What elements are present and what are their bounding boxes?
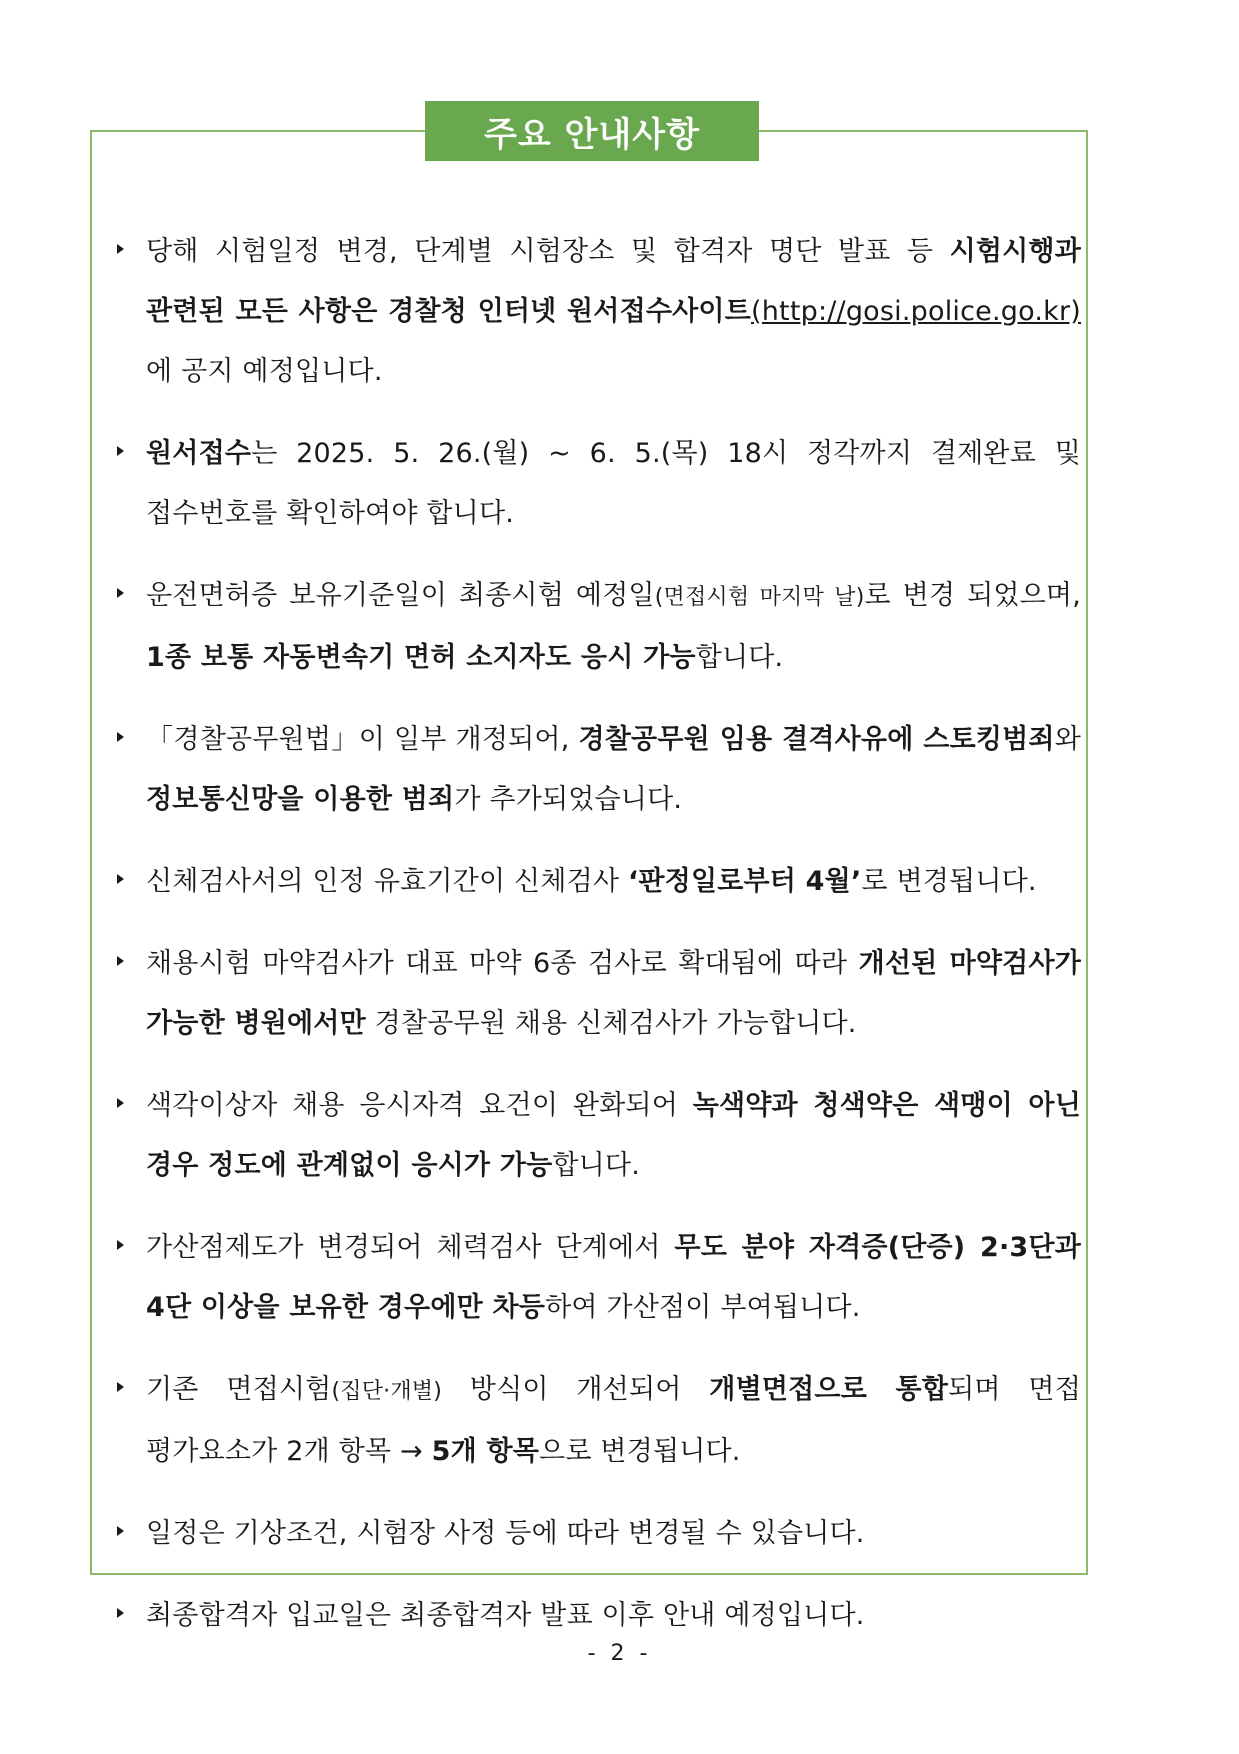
bullet-triangle-icon xyxy=(117,1608,124,1618)
notice-text: 운전면허증 보유기준일이 최종시험 예정일(면접시험 마지막 날)로 변경 되었으며, 1종 보통 자동변속기 면허 소지자도 응시 가능합니다. xyxy=(146,580,1081,673)
notice-text: 일정은 기상조건, 시험장 사정 등에 따라 변경될 수 있습니다. xyxy=(146,1518,865,1549)
notice-item xyxy=(115,1586,1081,1646)
bullet-triangle-icon xyxy=(117,732,124,742)
bullet-triangle-icon xyxy=(117,244,124,254)
bullet-triangle-icon xyxy=(117,446,124,456)
notice-item xyxy=(115,1504,1081,1564)
site-link[interactable]: (http://gosi.police.go.kr) xyxy=(751,296,1081,327)
notice-text: 원서접수는 2025. 5. 26.(월) ~ 6. 5.(목) 18시 정각까지 결제완료 및 접수번호를 확인하여야 합니다. xyxy=(146,438,1081,529)
bullet-triangle-icon xyxy=(117,1526,124,1536)
notice-list xyxy=(115,222,1081,1668)
notice-text: 「경찰공무원법」이 일부 개정되어, 경찰공무원 임용 결격사유에 스토킹범죄와 정보통신망을 이용한 범죄가 추가되었습니다. xyxy=(146,724,1081,815)
notice-text: 색각이상자 채용 응시자격 요건이 완화되어 녹색약과 청색약은 색맹이 아닌 경우 정도에 관계없이 응시가 가능합니다. xyxy=(146,1090,1081,1181)
section-title: 주요 안내사항 xyxy=(425,101,759,161)
notice-item xyxy=(115,934,1081,1054)
notice-item xyxy=(115,566,1081,688)
notice-item xyxy=(115,222,1081,402)
bullet-triangle-icon xyxy=(117,956,124,966)
notice-item xyxy=(115,424,1081,544)
notice-text: 기존 면접시험(집단·개별) 방식이 개선되어 개별면접으로 통합되며 면접 평가요소가 2개 항목 → 5개 항목으로 변경됩니다. xyxy=(146,1374,1081,1467)
notice-item xyxy=(115,1076,1081,1196)
bullet-triangle-icon xyxy=(117,1382,124,1392)
bullet-triangle-icon xyxy=(117,588,124,598)
page-number: - 2 - xyxy=(587,1641,652,1666)
bullet-triangle-icon xyxy=(117,1240,124,1250)
notice-text: 채용시험 마약검사가 대표 마약 6종 검사로 확대됨에 따라 개선된 마약검사가 가능한 병원에서만 경찰공무원 채용 신체검사가 가능합니다. xyxy=(146,948,1082,1039)
notice-text: 당해 시험일정 변경, 단계별 시험장소 및 합격자 명단 발표 등 시험시행과 관련된 모든 사항은 경찰청 인터넷 원서접수사이트(http://gosi.police.go.kr)에 공지 예정입니다. xyxy=(146,236,1081,387)
notice-item xyxy=(115,710,1081,830)
notice-text: 가산점제도가 변경되어 체력검사 단계에서 무도 분야 자격증(단증) 2·3단과 4단 이상을 보유한 경우에만 차등하여 가산점이 부여됩니다. xyxy=(146,1232,1081,1323)
notice-item xyxy=(115,1360,1081,1482)
notice-item xyxy=(115,852,1081,912)
notice-item xyxy=(115,1218,1081,1338)
bullet-triangle-icon xyxy=(117,874,124,884)
notice-text: 최종합격자 입교일은 최종합격자 발표 이후 안내 예정입니다. xyxy=(146,1600,865,1631)
bullet-triangle-icon xyxy=(117,1098,124,1108)
notice-text: 신체검사서의 인정 유효기간이 신체검사 ‘판정일로부터 4월’로 변경됩니다. xyxy=(146,866,1037,897)
